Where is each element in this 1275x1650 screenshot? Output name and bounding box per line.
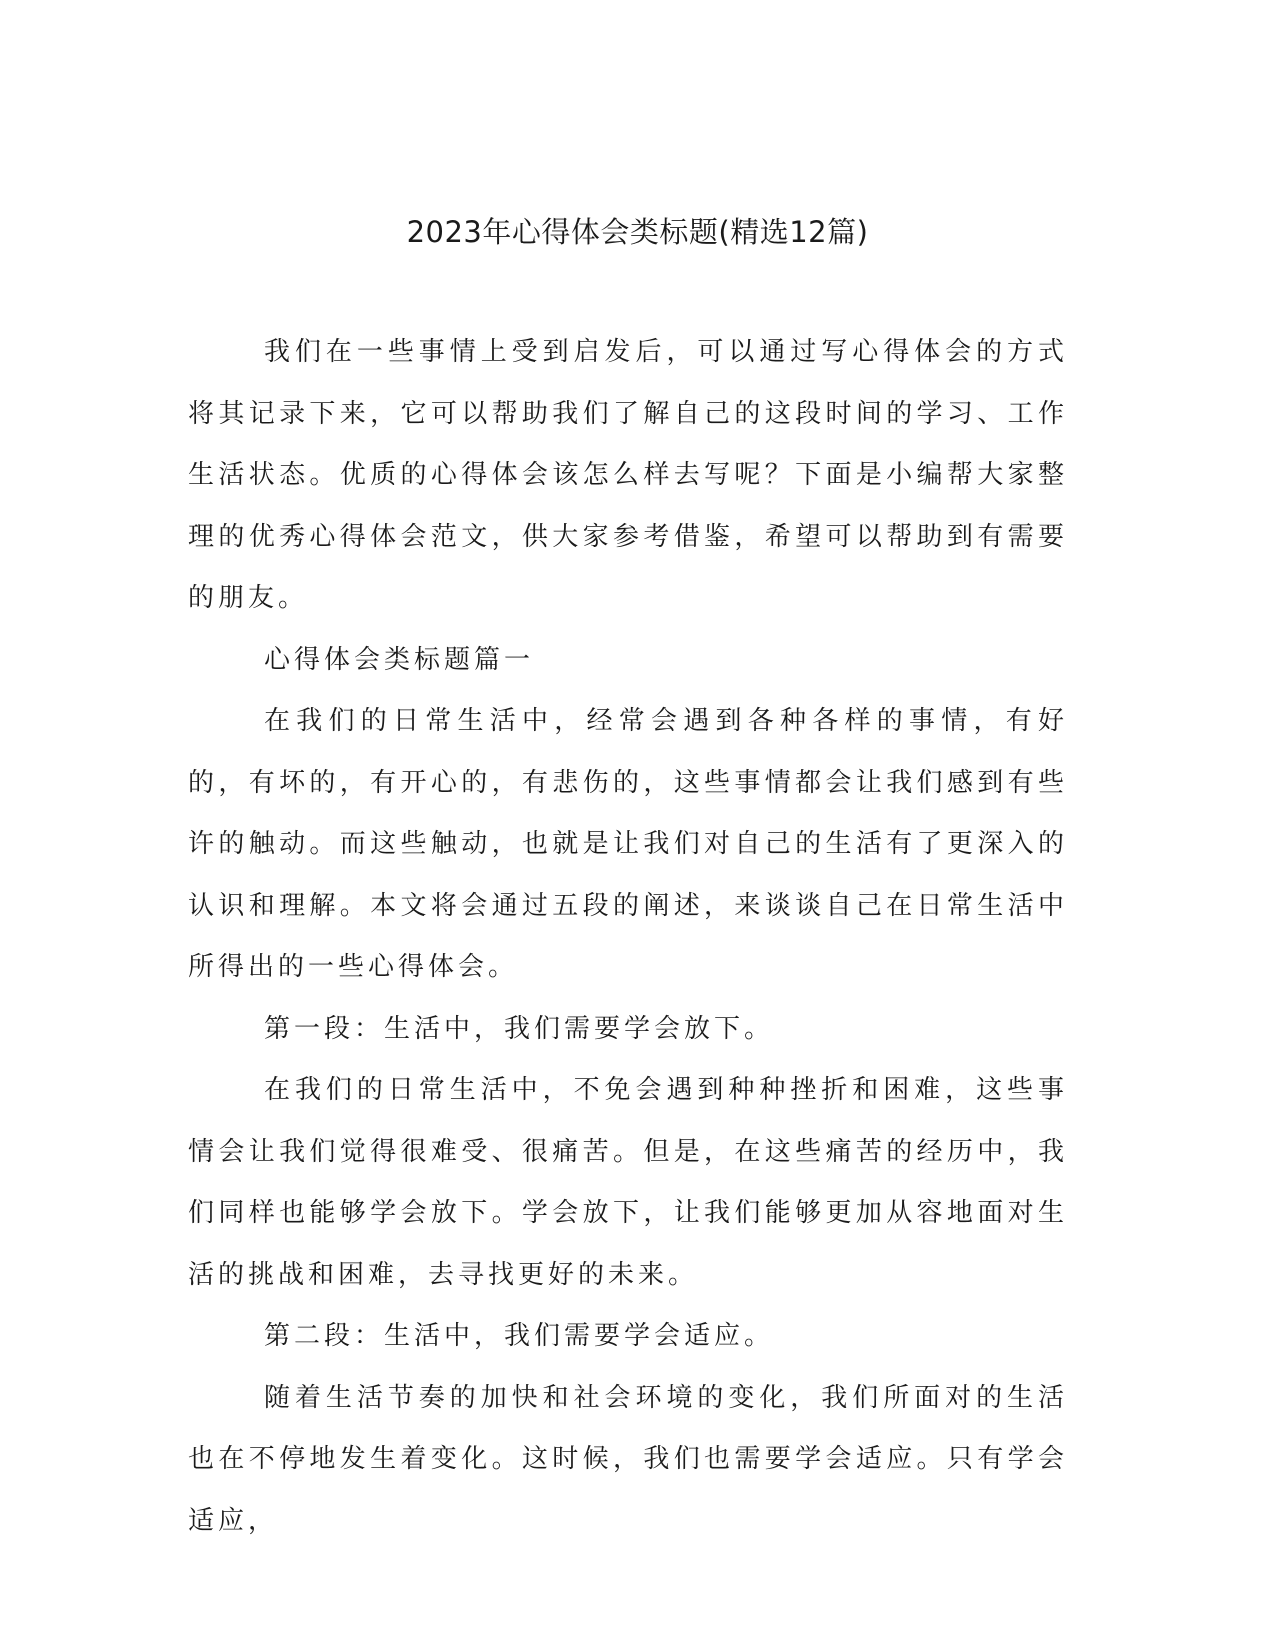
document-title: 2023年心得体会类标题(精选12篇) (406, 215, 869, 249)
section-heading: 心得体会类标题篇一 (264, 644, 535, 675)
body-paragraph: 随着生活节奏的加快和社会环境的变化，我们所面对的生活也在不停地发生着变化。这时候，我们也需要学会适应。只有学会适应， (188, 1382, 1068, 1536)
document-body (188, 322, 1068, 1552)
body-paragraph: 在我们的日常生活中，不免会遇到种种挫折和困难，这些事情会让我们觉得很难受、很痛苦。但是，在这些痛苦的经历中，我们同样也能够学会放下。学会放下，让我们能够更加从容地面对生活的挑战和困难，去寻找更好的未来。 (188, 1075, 1068, 1290)
subsection-heading: 第二段：生活中，我们需要学会适应。 (264, 1321, 775, 1351)
subsection-heading: 第一段：生活中，我们需要学会放下。 (264, 1013, 775, 1044)
intro-paragraph: 我们在一些事情上受到启发后，可以通过写心得体会的方式将其记录下来，它可以帮助我们了解自己的这段时间的学习、工作生活状态。优质的心得体会该怎么样去写呢？下面是小编帮大家整理的优秀心得体会范文，供大家参考借鉴，希望可以帮助到有需要的朋友。 (188, 337, 1068, 613)
body-paragraph: 在我们的日常生活中，经常会遇到各种各样的事情，有好的，有坏的，有开心的，有悲伤的，这些事情都会让我们感到有些许的触动。而这些触动，也就是让我们对自己的生活有了更深入的认识和理解。本文将会通过五段的阐述，来谈谈自己在日常生活中所得出的一些心得体会。 (188, 706, 1068, 982)
